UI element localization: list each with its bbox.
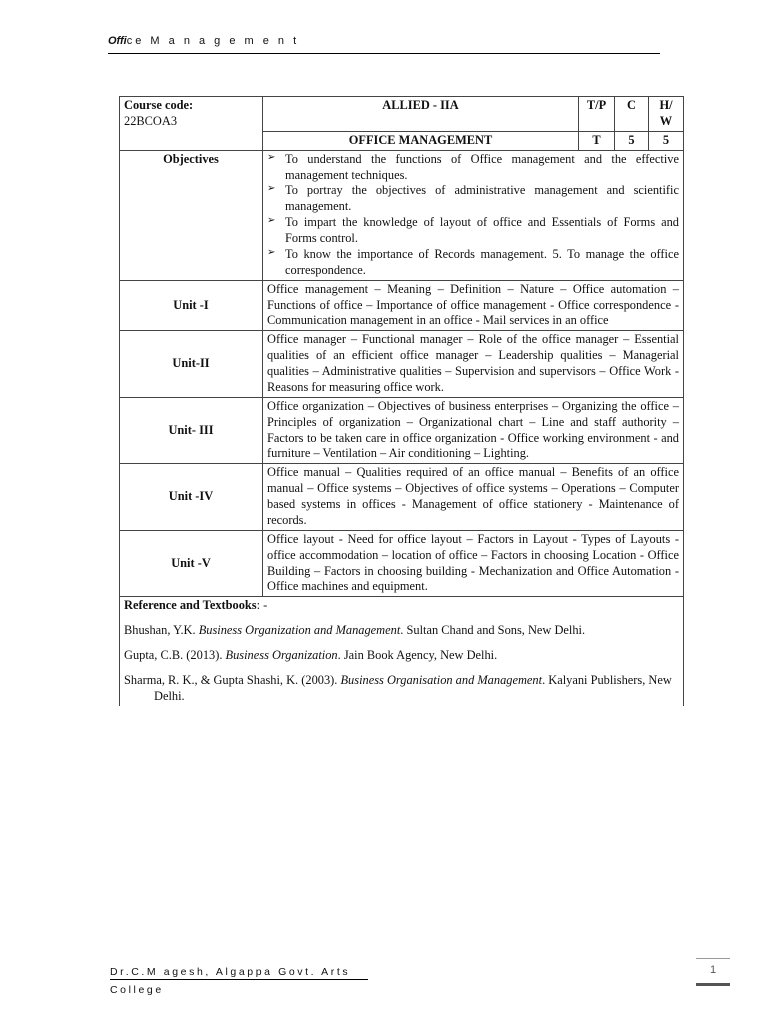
reference-item: Gupta, C.B. (2013). Business Organization. Jain Book Agency, New Delhi. [124,648,498,662]
unit-content: Office management – Meaning – Definition – Nature – Office automation – Functions of office – Importance of office management - Office correspondence - Communication management in an office - Mail services in an office [263,280,684,331]
course-code-value: 22BCOA3 [124,113,178,128]
table-row-unit-3 [120,397,684,464]
unit-content: Office layout - Need for office layout – Factors in Layout - Types of Layouts - office accommodation – location of office – Factors in choosing Location - Office Building – Factors in choosing building - Mechanization and Office Automation - Office machines and equipment. [263,530,684,597]
unit-content: Office organization – Objectives of business enterprises – Organizing the office – Principles of organization – Organizational chart – Line and staff authority – Factors to be taken care in office organization - Office working environment - and furniture – Ventilation – Air conditioning – Lighting. [263,397,684,464]
list-item: ➢ To understand the functions of Office management and the effective management techniques. [267,151,679,182]
reference-item: Bhushan, Y.K. Business Organization and Management. Sultan Chand and Sons, New Delhi. [124,623,586,638]
arrow-bullet-icon: ➢ [267,246,276,258]
page-footer [110,962,368,996]
table-row-unit-1 [120,280,684,331]
table-row-unit-2 [120,331,684,398]
unit-label: Unit -V [120,530,263,597]
c-value: 5 [615,131,649,150]
syllabus-table [119,96,684,706]
page-number: 1 [696,958,730,986]
header-title-bold: Offi [108,35,127,47]
hw-value: 5 [649,131,684,150]
page-header [108,34,660,54]
unit-label: Unit -I [120,280,263,331]
table-row-objectives [120,150,684,280]
list-item: ➢ To portray the objectives of administrative management and scientific management. [267,183,679,214]
list-item: ➢ To impart the knowledge of layout of office and Essentials of Forms and Forms control. [267,215,679,245]
tp-label: T/P [579,97,615,132]
c-label: C [615,97,649,132]
course-code-cell [120,97,263,151]
table-row-unit-5 [120,530,684,597]
unit-content: Office manual – Qualities required of an office manual – Benefits of an office manual – Office systems – Objectives of office systems – Operations – Computer based systems in offices - Management of office stationery - Maintenance of records. [263,464,684,531]
list-item: ➢ To know the importance of Records management. 5. To manage the office correspondence. [267,246,679,277]
unit-label: Unit- III [120,397,263,464]
footer-author: Dr.C.M agesh, Algappa Govt. Arts College [110,966,351,996]
table-row-course-header [120,97,684,132]
references-cell [120,597,684,706]
subject-group: ALLIED - IIA [263,97,579,132]
objectives-label: Objectives [120,150,263,280]
unit-content: Office manager – Functional manager – Role of the office manager – Essential qualities of an efficient office manager – Leadership qualities – Managerial qualities – Administrative qualities – Supervision and supervisors – Office Work - Reasons for measuring office work. [263,331,684,398]
tp-value: T [579,131,615,150]
header-title [108,35,299,47]
arrow-bullet-icon: ➢ [267,151,276,163]
references-heading: Reference and Textbooks: - [124,598,268,613]
objectives-cell [263,150,684,280]
arrow-bullet-icon: ➢ [267,183,276,195]
header-title-rest: ce M a n a g e m e n t [126,35,300,47]
subject-title: OFFICE MANAGEMENT [263,131,579,150]
table-row-unit-4 [120,464,684,531]
table-row-references [120,597,684,706]
reference-item: Sharma, R. K., & Gupta Shashi, K. (2003). Business Organisation and Management. Kalyani Publishers, New Delhi. [124,672,672,703]
unit-label: Unit -IV [120,464,263,531]
course-code-label: Course code: [124,98,194,112]
unit-label: Unit-II [120,331,263,398]
hw-label: H/ W [649,97,684,132]
arrow-bullet-icon: ➢ [267,215,276,227]
objectives-list [267,152,679,279]
